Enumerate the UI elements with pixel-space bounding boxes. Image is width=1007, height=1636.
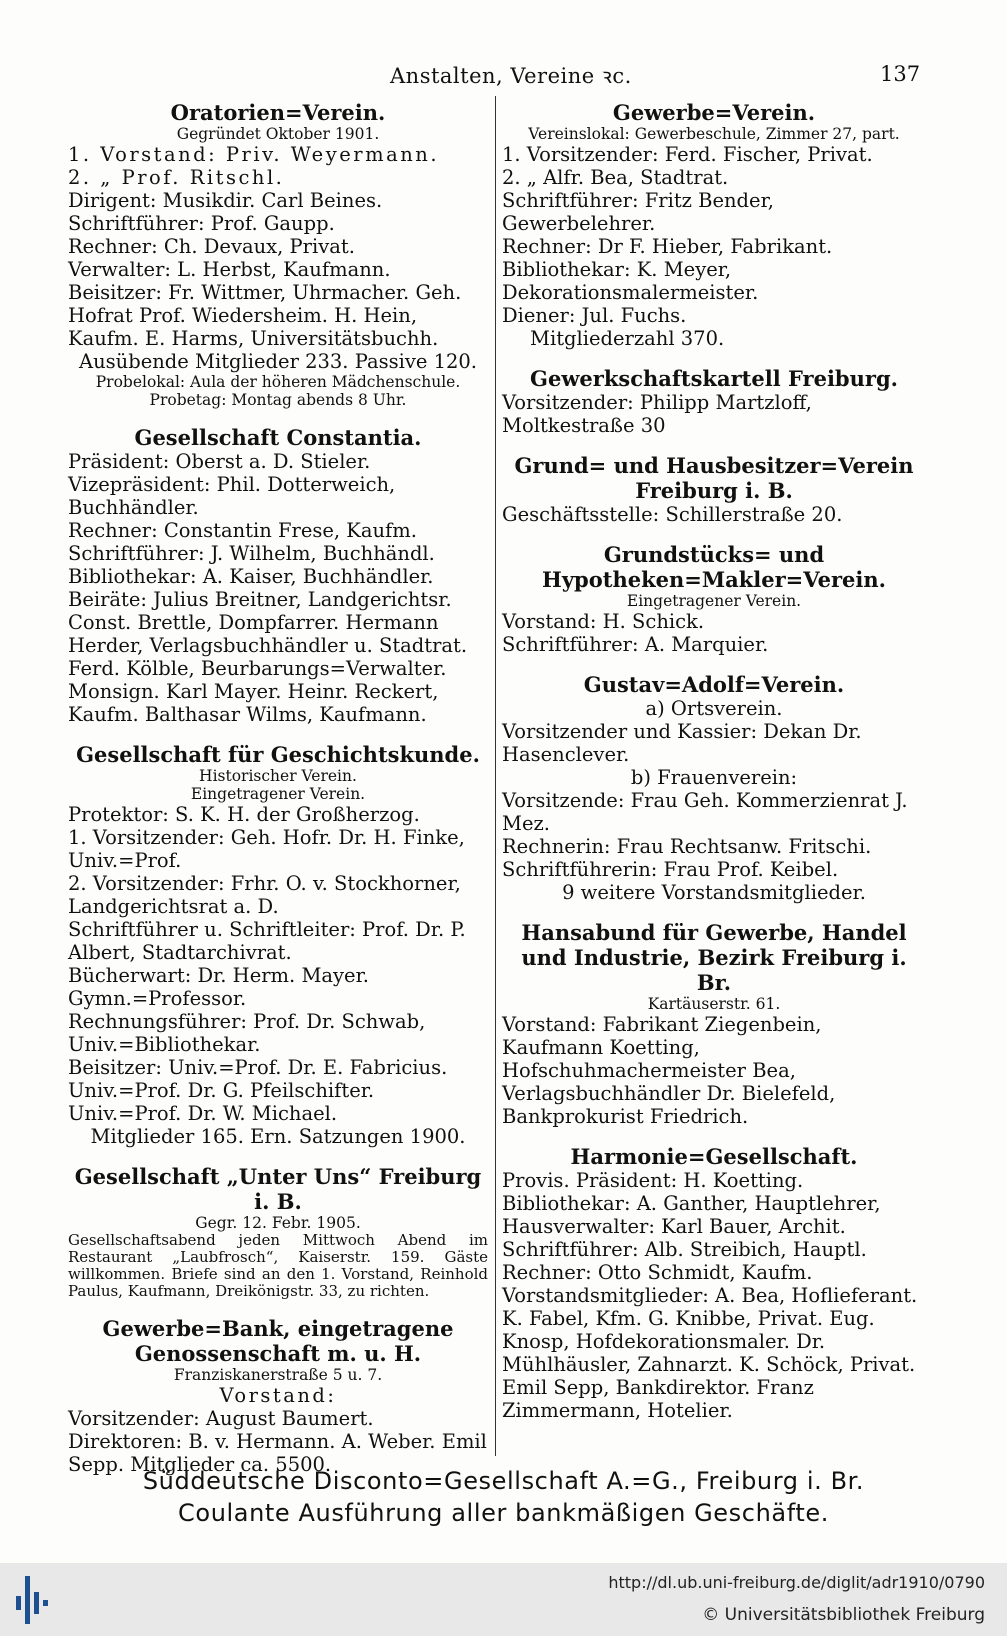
entry-line: Bibliothekar: A. Kaiser, Buchhändler. — [68, 565, 434, 588]
entry-title: Gustav=Adolf=Verein. — [583, 672, 845, 697]
entry-line: 2. „ Prof. Ritschl. — [68, 166, 285, 189]
entry-oratorien-verein — [68, 100, 488, 409]
entry-members: Mitglieder 165. Ern. Satzungen 1900. — [90, 1125, 466, 1148]
right-column — [502, 100, 926, 1438]
entry-line: 1. Vorsitzender: Geh. Hofr. Dr. H. Finke, Univ.=Prof. — [68, 826, 465, 872]
source-url-link[interactable]: http://dl.ub.uni-freiburg.de/diglit/adr1910/0790 — [608, 1573, 985, 1592]
entry-extra: 9 weitere Vorstandsmitglieder. — [562, 881, 866, 904]
entry-line: Provis. Präsident: H. Koetting. — [502, 1169, 804, 1192]
entry-line: Diener: Jul. Fuchs. — [502, 304, 687, 327]
entry-line: Bücherwart: Dr. Herm. Mayer. Gymn.=Professor. — [68, 964, 369, 1010]
entry-title: Gesellschaft „Unter Uns“ Freiburg i. B. — [74, 1164, 482, 1214]
entry-title: Grund= und Hausbesitzer=Verein Freiburg i. B. — [514, 453, 914, 503]
entry-geschichtskunde — [68, 742, 488, 1148]
entry-makler-verein — [502, 542, 926, 656]
entry-title: Gesellschaft Constantia. — [134, 425, 422, 450]
entry-section-label: b) Frauenverein: — [630, 766, 798, 789]
entry-line: Schriftführerin: Frau Prof. Keibel. — [502, 858, 839, 881]
entry-title: Gewerkschaftskartell Freiburg. — [530, 366, 898, 391]
entry-gewerkschaftskartell — [502, 366, 926, 437]
entry-unter-uns — [68, 1164, 488, 1300]
entry-gewerbe-bank — [68, 1316, 488, 1476]
entry-address: Kartäuserstr. 61. — [647, 995, 781, 1013]
entry-line: Rechner: Otto Schmidt, Kaufm. — [502, 1261, 813, 1284]
entry-line: 1. Vorsitzender: Ferd. Fischer, Privat. — [502, 143, 873, 166]
column-divider — [495, 96, 496, 1456]
entry-line: Vorstand: H. Schick. — [502, 610, 705, 633]
entry-hausbesitzer-verein — [502, 453, 926, 526]
entry-line: Rechner: Dr F. Hieber, Fabrikant. — [502, 235, 833, 258]
entry-line: Vorsitzender: August Baumert. — [68, 1407, 374, 1430]
entry-line: Hausverwalter: Karl Bauer, Archit. — [502, 1215, 846, 1238]
entry-line: Vorstandsmitglieder: A. Bea, Hoflieferant. K. Fabel, Kfm. G. Knibbe, Privat. Eug. Knosp, Hofdekorationsmaler. Dr. Mühlhäusler, Zahnarzt. K. Schöck, Privat. Emil Sepp, Bankdirektor. Franz Zimmermann, Hotelier. — [502, 1284, 918, 1422]
entry-subtitle: Historischer Verein. — [199, 767, 357, 785]
entry-title: Harmonie=Gesellschaft. — [570, 1144, 858, 1169]
entry-line: Schriftführer: Alb. Streibich, Hauptl. — [502, 1238, 867, 1261]
entry-title: Hansabund für Gewerbe, Handel und Industrie, Bezirk Freiburg i. Br. — [521, 920, 907, 995]
entry-founded: Gegr. 12. Febr. 1905. — [195, 1214, 361, 1232]
entry-section-label: a) Ortsverein. — [645, 697, 783, 720]
entry-line: 1. Vorstand: Priv. Weyermann. — [68, 143, 440, 166]
entry-members: Mitgliederzahl 370. — [530, 327, 725, 350]
entry-line: Beiräte: Julius Breitner, Landgerichtsr. Const. Brettle, Dompfarrer. Hermann Herder, Verlagsbuchhändler u. Stadtrat. Ferd. Kölble, Beurbarungs=Verwalter. Monsign. Karl Mayer. Heinr. Reckert, Kaufm. Balthasar Wilms, Kaufmann. — [68, 588, 468, 726]
entry-title: Gesellschaft für Geschichtskunde. — [76, 742, 480, 767]
entry-subtitle: Eingetragener Verein. — [626, 592, 802, 610]
entry-line: Rechnerin: Frau Rechtsanw. Fritschi. — [502, 835, 872, 858]
entry-title: Oratorien=Verein. — [170, 100, 386, 125]
entry-line: 2. Vorsitzender: Frhr. O. v. Stockhorner, Landgerichtsrat a. D. — [68, 872, 461, 918]
entry-founded: Gegründet Oktober 1901. — [176, 125, 380, 143]
entry-line: Schriftführer u. Schriftleiter: Prof. Dr. P. Albert, Stadtarchivrat. — [68, 918, 466, 964]
entry-line: 2. „ Alfr. Bea, Stadtrat. — [502, 166, 729, 189]
entry-line: Beisitzer: Fr. Wittmer, Uhrmacher. Geh. Hofrat Prof. Wiedersheim. H. Hein, Kaufm. E. Harms, Universitätsbuchh. — [68, 281, 462, 350]
entry-harmonie-gesellschaft — [502, 1144, 926, 1422]
page-number: 137 — [880, 62, 921, 86]
entry-text: Gesellschaftsabend jeden Mittwoch Abend im Restaurant „Laubfrosch“, Kaiserstr. 159. Gäste willkommen. Briefe sind an den 1. Vorstand, Reinhold Paulus, Kaufmann, Dreikönigstr. 33, zu richten. — [68, 1231, 488, 1300]
entry-line: Vorstand: Fabrikant Ziegenbein, Kaufmann Koetting, Hofschuhmachermeister Bea, Verlagsbuchhändler Dr. Bielefeld, Bankprokurist Friedrich. — [502, 1013, 836, 1128]
entry-title: Gewerbe=Bank, eingetragene Genossenschaft m. u. H. — [102, 1316, 454, 1366]
entry-constantia — [68, 425, 488, 726]
advertisement-line: Coulante Ausführung aller bankmäßigen Geschäfte. — [178, 1499, 829, 1527]
entry-line: Vorsitzende: Frau Geh. Kommerzienrat J. Mez. — [502, 789, 908, 835]
entry-gustav-adolf-verein — [502, 672, 926, 904]
entry-line: Rechner: Constantin Frese, Kaufm. — [68, 519, 417, 542]
entry-line: Rechner: Ch. Devaux, Privat. — [68, 235, 355, 258]
entry-line: Protektor: S. K. H. der Großherzog. — [68, 803, 420, 826]
entry-line: Schriftführer: A. Marquier. — [502, 633, 769, 656]
entry-title: Gewerbe=Verein. — [612, 100, 816, 125]
left-column — [68, 100, 488, 1492]
entry-line: Bibliothekar: K. Meyer, Dekorationsmalermeister. — [502, 258, 759, 304]
entry-line: Schriftführer: Fritz Bender, Gewerbelehrer. — [502, 189, 774, 235]
entry-venue: Vereinslokal: Gewerbeschule, Zimmer 27, part. — [528, 125, 900, 143]
library-logo-icon — [16, 1572, 50, 1628]
entry-line: Schriftführer: Prof. Gaupp. — [68, 212, 335, 235]
advertisement-line: Süddeutsche Disconto=Gesellschaft A.=G., Freiburg i. Br. — [142, 1467, 865, 1495]
entry-rehearsal-day: Probetag: Montag abends 8 Uhr. — [149, 391, 407, 409]
entry-line: Vizepräsident: Phil. Dotterweich, Buchhändler. — [68, 473, 396, 519]
entry-line: Vorsitzender und Kassier: Dekan Dr. Hasenclever. — [502, 720, 862, 766]
entry-line: Geschäftsstelle: Schillerstraße 20. — [502, 503, 843, 526]
viewer-footer — [0, 1563, 1007, 1636]
entry-subtitle: Eingetragener Verein. — [190, 785, 366, 803]
entry-line: Präsident: Oberst a. D. Stieler. — [68, 450, 371, 473]
entry-gewerbe-verein — [502, 100, 926, 350]
entry-line: Verwalter: L. Herbst, Kaufmann. — [68, 258, 391, 281]
copyright-notice: © Universitätsbibliothek Freiburg — [702, 1605, 985, 1625]
entry-line: Dirigent: Musikdir. Carl Beines. — [68, 189, 383, 212]
entry-address: Franziskanerstraße 5 u. 7. — [173, 1366, 383, 1384]
entry-line: Direktoren: B. v. Hermann. A. Weber. Emil Sepp. Mitglieder ca. 5500. — [68, 1430, 487, 1476]
entry-members: Ausübende Mitglieder 233. Passive 120. — [79, 350, 477, 373]
entry-line: Rechnungsführer: Prof. Dr. Schwab, Univ.=Bibliothekar. — [68, 1010, 426, 1056]
entry-line: Bibliothekar: A. Ganther, Hauptlehrer, — [502, 1192, 881, 1215]
entry-line: Vorsitzender: Philipp Martzloff, Moltkestraße 30 — [502, 391, 812, 437]
entry-hansabund — [502, 920, 926, 1128]
bank-advertisement — [0, 1465, 1007, 1529]
entry-title: Grundstücks= und Hypotheken=Makler=Verein. — [542, 542, 886, 592]
entry-line: Schriftführer: J. Wilhelm, Buchhändl. — [68, 542, 435, 565]
entry-line: Beisitzer: Univ.=Prof. Dr. E. Fabricius. Univ.=Prof. Dr. G. Pfeilschifter. Univ.=Prof. Dr. W. Michael. — [68, 1056, 448, 1125]
entry-rehearsal-place: Probelokal: Aula der höheren Mädchenschule. — [95, 373, 461, 391]
running-title: Anstalten, Vereine ꝛc. — [390, 64, 632, 88]
entry-board-label: Vorstand: — [219, 1384, 337, 1407]
